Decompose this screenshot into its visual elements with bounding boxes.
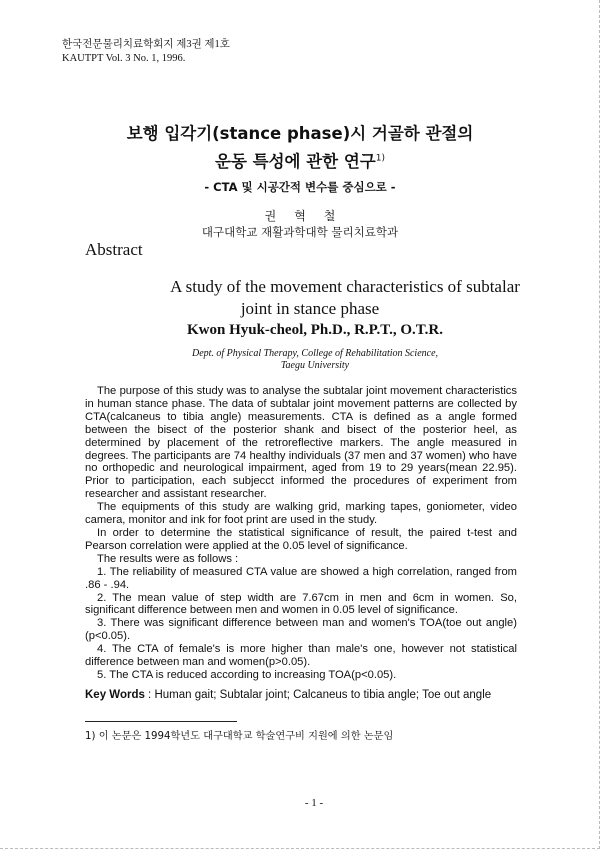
abstract-paragraph: 1. The reliability of measured CTA value are showed a high correlation, ranged from .86 - .94.: [85, 565, 517, 591]
abstract-paragraph: The purpose of this study was to analyse the subtalar joint movement characteristics in human stance phase. The data of subtalar joint movement patterns are collected by CTA(calcaneus to tibia angle) measurements. CTA is defined as a angle formed between the bisect of the posterior shank and bisect of the posterior heel, as determined by placement of the retroreflective markers. The angle measured in degrees. The participants are 74 healthy individuals (37 men and 37 women) who have no orthopedic and neurological impairment, aged from 19 to 29 years(mean 22.95). Prior to participation, each subjecct informed the procedures of experiment from researcher and assistant researcher.: [85, 385, 517, 501]
english-affiliation-line2: Taegu University: [280, 360, 350, 371]
journal-name-korean: 한국전문물리치료학회지 제3권 제1호: [62, 39, 230, 50]
abstract-paragraph: 3. There was significant difference between man and women's TOA(toe out angle)(p<0.05).: [85, 617, 517, 643]
abstract-body: [85, 385, 517, 682]
korean-title-line2: [0, 148, 600, 172]
korean-subtitle: - CTA 및 시공간적 변수를 중심으로 -: [204, 180, 396, 194]
abstract-paragraph: The equipments of this study are walking grid, marking tapes, goniometer, video camera, monitor and ink for foot print are used in the study.: [85, 501, 517, 527]
english-affiliation-line1: Dept. of Physical Therapy, College of Rehabilitation Science,: [191, 348, 439, 359]
keywords-label: Key Words: [85, 689, 145, 701]
korean-title-line1: 보행 입각기(stance phase)시 거골하 관절의: [126, 124, 474, 143]
english-title-line2: joint in stance phase: [240, 299, 380, 318]
keywords: [85, 689, 525, 701]
korean-author: 권혁철: [264, 209, 354, 223]
korean-affiliation: 대구대학교 재활과학대학 물리치료학과: [201, 225, 399, 239]
english-title-line1: A study of the movement characteristics of subtalar: [170, 277, 520, 296]
keywords-text: Human gait; Subtalar joint; Calcaneus to tibia angle; Toe out angle: [154, 689, 492, 701]
page-number: - 1 -: [304, 797, 324, 809]
journal-header: [62, 38, 230, 66]
footnote: 1) 이 논문은 1994학년도 대구대학교 학술연구비 지원에 의한 논문임: [85, 731, 394, 742]
keywords-separator: :: [144, 689, 155, 701]
abstract-paragraph: 2. The mean value of step width are 7.67cm in men and 6cm in women. So, significant difference between men and women in 0.05 level of significance.: [85, 591, 517, 617]
journal-volume: KAUTPT Vol. 3 No. 1, 1996.: [62, 53, 186, 64]
abstract-paragraph: The results were as follows :: [97, 552, 239, 565]
abstract-paragraph: 5. The CTA is reduced according to increasing TOA(p<0.05).: [97, 668, 397, 681]
footnote-divider: [85, 721, 237, 722]
footnote-mark: 1): [375, 153, 385, 164]
abstract-heading: Abstract: [85, 240, 143, 259]
abstract-paragraph: In order to determine the statistical significance of result, the paired t-test and Pearson correlation were applied at the 0.05 level of significance.: [85, 526, 517, 552]
english-author: Kwon Hyuk-cheol, Ph.D., R.P.T., O.T.R.: [186, 322, 443, 338]
abstract-paragraph: 4. The CTA of female's is more higher than male's one, however not statistical difference between man and women(p>0.05).: [85, 643, 517, 669]
korean-title-line2-text: 운동 특성에 관한 연구: [215, 152, 376, 171]
